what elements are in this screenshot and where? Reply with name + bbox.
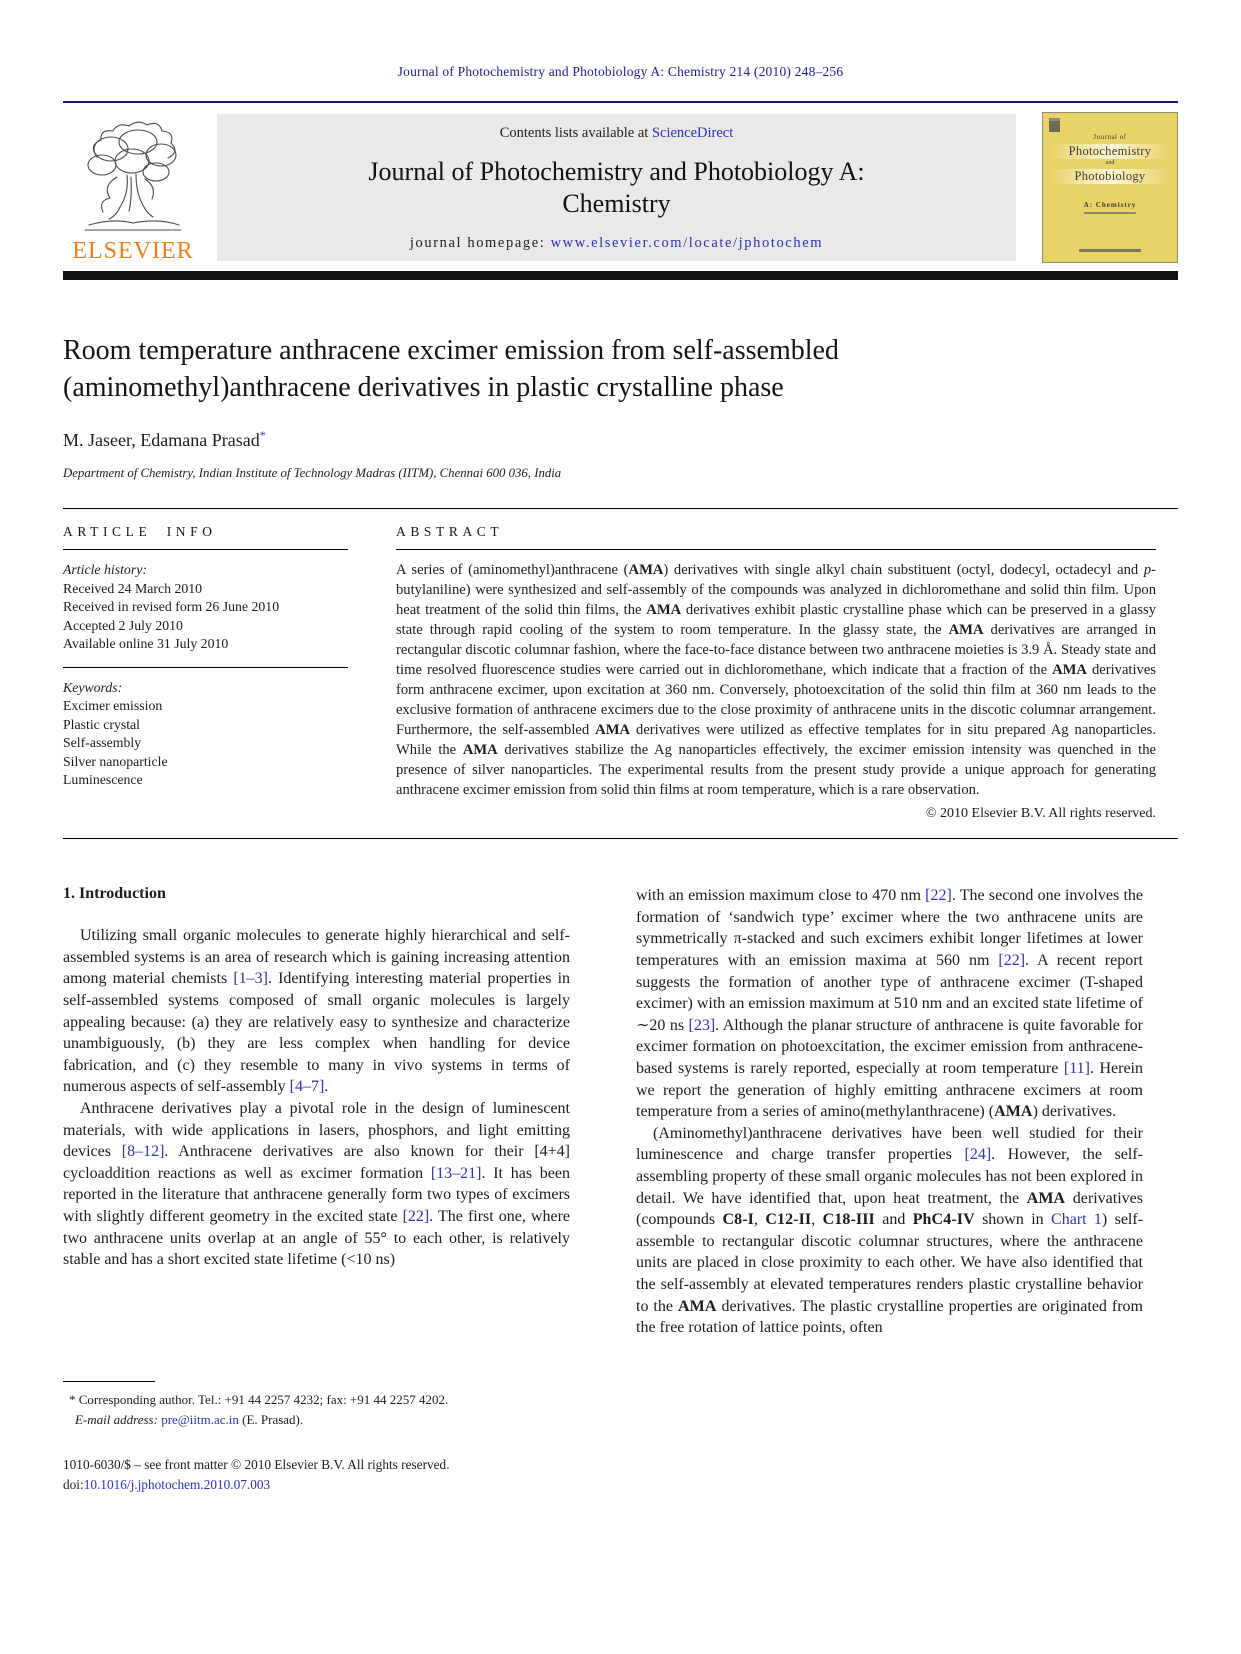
cover-journal-of: Journal of [1093,133,1127,141]
info-abstract-bottom-rule [63,838,1178,839]
author-names: M. Jaseer, Edamana Prasad [63,430,260,451]
journal-title-line1: Journal of Photochemistry and Photobiology A: [368,157,865,186]
abstract-heading: ABSTRACT [396,524,504,540]
footnote-block [63,1381,570,1429]
footnote-corresponding-author: * Corresponding author. Tel.: +91 44 2257 4232; fax: +91 44 2257 4202. [69,1392,449,1408]
paragraph: Utilizing small organic molecules to generate highly hierarchical and self-assembled systems is an area of research which is gaining increasing attention among material chemists [1–3]. Identifying interesting material properties in self-assembled systems composed of small organic molecules is largely appealing because: (a) they are relatively easy to synthesize and characterize unambiguously, (b) they are less complex when handling for device fabrication, and (c) they resemble to many in vivo systems in terms of numerous aspects of self-assembly [4–7]. [63,927,571,1096]
article-info-column [63,509,348,822]
journal-title [217,156,1016,219]
reference-link[interactable]: 10.1016/j.jphotochem.2010.07.003 [83,1477,271,1493]
reference-link[interactable]: [22] [925,887,952,905]
reference-link[interactable]: [11] [1063,1060,1090,1078]
journal-cover-thumbnail[interactable] [1042,112,1178,263]
contents-prefix: Contents lists available at [499,125,652,141]
keywords-list [63,697,348,789]
footnote-email: E-mail address: pre@iitm.ac.in (E. Prasad). [75,1411,304,1427]
imprint [63,1455,570,1495]
citation-line: Journal of Photochemistry and Photobiology A: Chemistry 214 (2010) 248–256 [397,64,844,79]
homepage-link[interactable]: www.elsevier.com/locate/jphotochem [550,235,824,252]
article-history-label: Article history: [63,562,147,578]
reference-link[interactable]: [8–12] [121,1143,165,1161]
cover-photochemistry: Photochemistry [1043,144,1177,159]
paragraph: with an emission maximum close to 470 nm [22]. The second one involves the formation of ‘sandwich type’ excimer where the two anthracene units are symmetrically π-stacked and such excimers exhibit longer lifetimes at lower temperatures with an emission maxima at 560 nm [22]. A recent report suggests the formation of another type of anthracene excimer (T-shaped excimer) with an emission maximum at 510 nm and an excited state lifetime of ∼20 ns [23]. Although the planar structure of anthracene is quite favorable for excimer formation on photoexcitation, the excimer emission from anthracene-based systems is rarely reported, especially at room temperature [11]. Herein we report the generation of highly emitting anthracene excimers at room temperature from a series of amino(methylanthracene) (AMA) derivatives. [636,887,1144,1121]
reference-link[interactable]: [22] [998,952,1026,970]
masthead-box [217,114,1016,261]
cover-footer-strip [1079,249,1141,252]
corresponding-author-mark[interactable]: * [259,428,266,443]
info-line: Luminescence [63,772,143,788]
body-left-column [63,885,570,1495]
author-list [63,428,1178,451]
journal-title-line2: Chemistry [562,188,671,218]
affiliation: Department of Chemistry, Indian Institute of Technology Madras (IITM), Chennai 600 036, India [63,466,562,481]
top-rule [63,101,1178,103]
paragraph: (Aminomethyl)anthracene derivatives have been well studied for their luminescence and charge transfer properties [24]. However, the self-assembling property of these small organic molecules has not been explored in detail. We have identified that, upon heat treatment, the AMA derivatives (compounds C8-I, C12-II, C18-III and PhC4-IV shown in Chart 1) self-assemble to rectangular discotic columnar structures, where the anthracene units are placed in close proximity to each other. We have also identified that the self-assembly at elevated temperatures renders plastic crystalline behavior to the AMA derivatives. The plastic crystalline properties are originated from the free rotation of lattice points, often [636,1124,1144,1337]
info-abstract-block [63,508,1178,839]
footnote-rule [63,1381,155,1382]
reference-link[interactable]: [4–7] [289,1078,325,1096]
homepage-prefix: journal homepage: [409,235,551,252]
masthead-divider-bar [63,271,1178,280]
info-line: Plastic crystal [63,716,141,732]
sciencedirect-link[interactable]: ScienceDirect [651,125,734,141]
cover-elsevier-mini-logo-icon [1049,118,1060,132]
reference-link[interactable]: [23] [688,1016,716,1034]
article-info-rule [63,549,348,550]
introduction-heading: 1. Introduction [63,885,166,903]
body-right-column [636,885,1143,1495]
reference-link[interactable]: [22] [402,1208,430,1225]
article-history [63,561,348,666]
elsevier-tree-icon [75,119,191,237]
abstract-column [396,509,1178,822]
paragraph: Anthracene derivatives play a pivotal role in the design of luminescent materials, with wide applications in lasers, phosphors, and light emitting devices [8–12]. Anthracene derivatives are also known for their [4+4] cycloaddition reactions as well as excimer formation [13–21]. It has been reported in the literature that anthracene generally form two types of excimers with slightly different geometry in the excited state [22]. The first one, where two anthracene units overlap at an angle of 55° to each other, is relatively stable and has a short excited state lifetime (<10 ns) [63,1100,571,1269]
abstract-rule [396,549,1156,550]
article-title: Room temperature anthracene excimer emission from self-assembled (aminomethyl)anthracene derivatives in plastic crystalline phase [63,335,839,404]
elsevier-wordmark: ELSEVIER [72,238,194,264]
reference-link[interactable]: pre@iitm.ac.in [161,1411,239,1427]
info-line: Available online 31 July 2010 [63,636,229,652]
cover-editors-line [1084,212,1136,214]
info-line: Accepted 2 July 2010 [63,617,183,633]
doi-line: doi:10.1016/j.jphotochem.2010.07.003 [63,1477,271,1493]
article-info-heading: ARTICLE INFO [63,524,217,540]
keywords-rule [63,667,348,668]
info-line: Self-assembly [63,735,142,751]
reference-link[interactable]: [13–21] [430,1164,482,1182]
info-line: Received 24 March 2010 [63,580,203,596]
article-history-list [63,580,348,654]
cover-photobiology: Photobiology [1043,169,1177,184]
homepage-line [217,235,1016,252]
masthead [63,112,1178,263]
info-line: Silver nanoparticle [63,753,168,769]
contents-line [217,125,1016,142]
reference-link[interactable]: Chart 1 [1051,1211,1102,1229]
keywords [63,679,348,803]
article-body [63,885,1143,1495]
cover-a-chemistry: A: Chemistry [1083,201,1137,209]
elsevier-logo[interactable] [63,112,203,263]
issn-line: 1010-6030/$ – see front matter © 2010 Elsevier B.V. All rights reserved. [63,1457,450,1473]
reference-link[interactable]: [1–3] [233,970,268,988]
keywords-label: Keywords: [63,679,123,695]
abstract-text: A series of (aminomethyl)anthracene (AMA) derivatives with single alkyl chain substituent (octyl, dodecyl, octadecyl and p-butylaniline) were synthesized and self-assembly of the compounds was analyzed in dichloromethane and solid thin film. Upon heat treatment of the solid thin films, the AMA derivatives exhibit plastic crystalline phase which can be preserved in a glassy state through rapid cooling of the system to room temperature. In the glassy state, the AMA derivatives are arranged in rectangular discotic columnar fashion, where the face-to-face distance between two anthracene moieties is 3.9 Å. Steady state and time resolved fluorescence studies were carried out in dichloromethane, which indicate that a fraction of the AMA derivatives form anthracene excimer, upon excitation at 360 nm. Conversely, photoexcitation of the solid thin film at 360 nm leads to the exclusive formation of anthracene excimers due to the close proximity of anthracene units in the discotic columnar arrangement. Furthermore, the self-assembled AMA derivatives were utilized as effective templates for in situ prepared Ag nanoparticles. While the AMA derivatives stabilize the Ag nanoparticles effectively, the excimer emission intensity was quenched in the presence of silver nanoparticles. The experimental results from the present study provide a unique approach for generating anthracene excimer emission from solid thin films at room temperature, which is a rare observation. [396,562,1156,799]
info-line: Excimer emission [63,698,163,714]
cover-and: and [1105,160,1115,166]
reference-link[interactable]: [24] [964,1146,992,1164]
copyright-line: © 2010 Elsevier B.V. All rights reserved. [925,806,1156,822]
info-line: Received in revised form 26 June 2010 [63,599,280,615]
